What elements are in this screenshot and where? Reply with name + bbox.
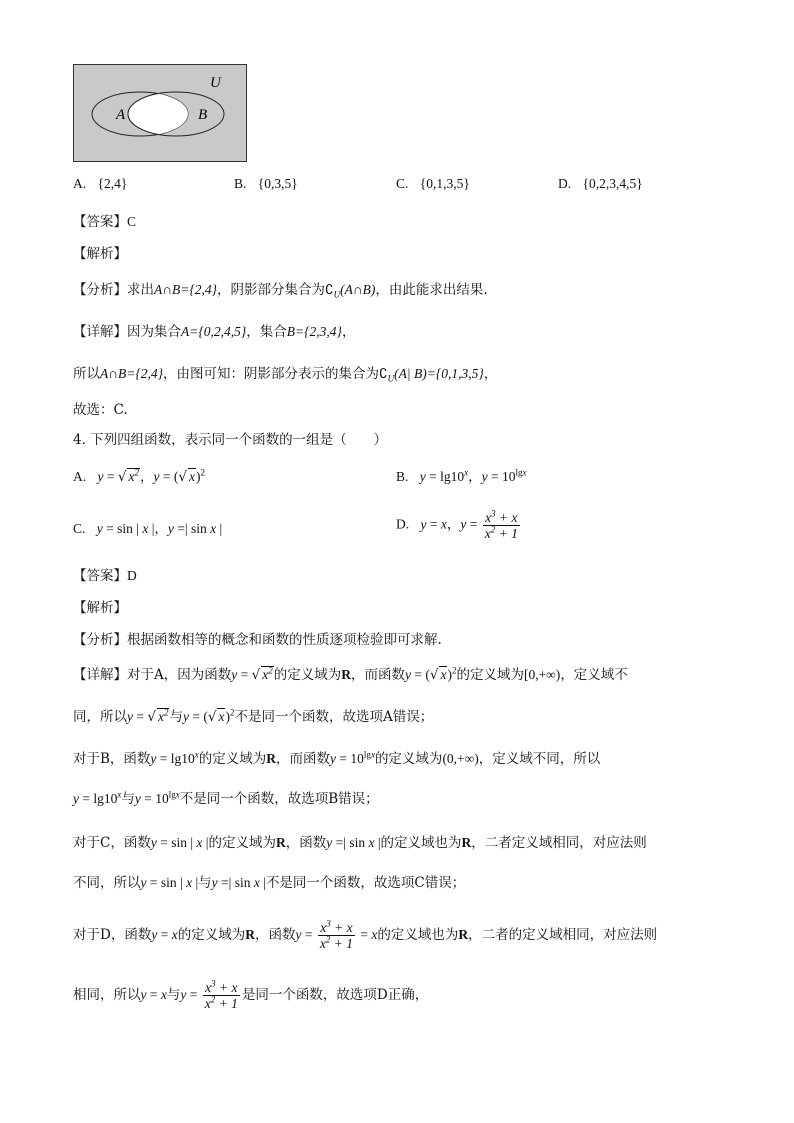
option-value: {0,3,5} [257, 176, 298, 191]
text: 相同，所以 [73, 987, 141, 1003]
analysis-tag: 【解析】 [73, 246, 127, 262]
text: 的定义域为 [374, 751, 443, 767]
option-value: {0,2,3,4,5} [582, 176, 643, 191]
q3-choose-line [73, 400, 128, 420]
option-letter: A. [73, 469, 87, 484]
q4-stem [73, 430, 387, 450]
venn-diagram [73, 64, 247, 162]
text: 的定义域为 [456, 667, 524, 683]
xiangjie-tag: 【详解】 [73, 324, 127, 340]
math: (A∩B) [340, 282, 376, 297]
text: ， [341, 324, 356, 340]
xiangjie-tag: 【详解】 [73, 667, 127, 683]
q4-detail-c2: 不同，所以y = sin | x |与y =| sin x |不是同一个函数，故选项C错误； [73, 875, 466, 891]
math: B={2,3,4} [286, 324, 342, 339]
q3-xiangjie-line [73, 322, 355, 342]
text: 因为集合 [127, 324, 181, 340]
text: 不是同一个函数，故选项B错误； [179, 791, 379, 807]
q3-option-d [558, 176, 643, 192]
text: 对于A，因为函数 [127, 667, 232, 683]
subscript: U [333, 289, 341, 300]
option-letter: C. [73, 521, 86, 536]
q4-option-a: A. y = √ $x^2$，y = (√ x)$^2$ [73, 467, 205, 485]
fenxi-tag: 【分析】 [73, 632, 127, 648]
real-set-symbol: R [266, 751, 277, 766]
text: ，函数 [254, 927, 296, 943]
real-set-symbol: R [341, 667, 351, 682]
q4-detail-b2: $y = \lg 10^x$与$y = 10^{lgx}$不是同一个函数，故选项B错误； [73, 789, 379, 807]
text: 的定义域为 [208, 835, 276, 851]
q4-detail-b1: 对于B，函数$y = \lg 10^x$的定义域为R，而函数$y = 10^{lgx}$的定义域为(0,+∞)，定义域不同，所以 [73, 749, 601, 767]
option-letter: C. [396, 176, 409, 191]
option-value: {0,1,3,5} [419, 176, 470, 191]
text: 与 [166, 987, 181, 1003]
text: ， [483, 366, 498, 382]
subscript: U [387, 373, 395, 384]
option-letter: D. [396, 516, 410, 532]
answer-value: C [127, 214, 137, 229]
text: 对于B，函数 [73, 751, 151, 767]
fenxi-tag: 【分析】 [73, 282, 127, 298]
complement-symbol: ∁ [325, 282, 334, 297]
text: 不是同一个函数，故选项A错误； [234, 709, 434, 725]
text: ，定义域不 [560, 667, 628, 683]
text: ，二者的定义域相同，对应法则 [468, 927, 658, 943]
real-set-symbol: R [458, 927, 469, 942]
text: 的定义域为 [273, 667, 342, 683]
question-stem: 4. 下列四组函数，表示同一个函数的一组是（ ） [73, 432, 388, 448]
real-set-symbol: R [276, 835, 286, 850]
q3-option-c [396, 176, 470, 192]
q4-fenxi-line [73, 630, 442, 650]
analysis-tag: 【解析】 [73, 600, 127, 616]
q3-fenxi-line [73, 280, 488, 305]
real-set-symbol: R [461, 835, 472, 850]
text: 与 [121, 791, 135, 807]
text: 对于C，函数 [73, 835, 151, 851]
q3-option-a [73, 176, 127, 192]
answer-tag: 【答案】 [73, 568, 127, 584]
text: 与 [198, 875, 212, 891]
text: ，函数 [285, 835, 327, 851]
q3-option-b [234, 176, 298, 192]
q4-detail-a2: 同，所以y = √ $x^2$与y = (√ x)$^2$不是同一个函数，故选项A错误； [73, 707, 434, 725]
q3-analysis-tag [73, 244, 127, 264]
math: [0,+∞) [523, 667, 561, 682]
text: 与 [169, 709, 183, 725]
math: (0,+∞) [442, 751, 479, 766]
text: ，而函数 [350, 667, 405, 683]
text: ，定义域不同，所以 [478, 751, 601, 767]
text: ，而函数 [276, 751, 331, 767]
text: 所以 [73, 366, 100, 382]
real-set-symbol: R [245, 927, 255, 942]
text: 的定义域为 [177, 927, 246, 943]
q4-detail-d1: 对于D，函数y = x的定义域为R，函数y = $\frac{x^3 + x}{x^2 + 1}$ = x的定义域也为R，二者的定义域相同，对应法则 [73, 918, 658, 951]
text: 的定义域也为 [377, 927, 459, 943]
text: ，由图可知：阴影部分表示的集合为 [163, 366, 380, 382]
venn-svg [74, 65, 246, 161]
text: 故选：C. [73, 402, 128, 418]
text: 根据函数相等的概念和函数的性质逐项检验即可求解. [127, 632, 442, 648]
q4-option-d: D. y = x，y = $\frac{x^3 + x}{x^2 + 1}$ [396, 508, 518, 541]
text: ，集合 [246, 324, 287, 340]
math: A={0,2,4,5} [181, 324, 247, 339]
answer-tag: 【答案】 [73, 214, 127, 230]
text: ，由此能求出结果. [375, 282, 488, 298]
text: 对于D，函数 [73, 927, 152, 943]
q4-detail-c1: 对于C，函数y = sin | x |的定义域为R，函数y =| sin x |的定义域也为R，二者定义域相同，对应法则 [73, 835, 647, 851]
q4-answer-line [73, 566, 137, 586]
q4-detail-d2: 相同，所以y = x与y = $\frac{x^3 + x}{x^2 + 1}$ 是同一个函数，故选项D正确， [73, 978, 429, 1011]
math: A∩B={2,4} [154, 282, 218, 297]
option-letter: D. [558, 176, 572, 191]
text: ，二者定义域相同，对应法则 [471, 835, 647, 851]
answer-value: D [127, 568, 137, 583]
q3-answer-line [73, 212, 136, 232]
text: 的定义域为 [198, 751, 267, 767]
text: 同，所以 [73, 709, 127, 725]
q4-option-b: B. $y = \lg 10^x$，$y = 10^{lgx}$ [396, 467, 527, 484]
text: 不是同一个函数，故选项C错误； [265, 875, 466, 891]
math: A∩B={2,4} [100, 366, 164, 381]
q4-option-c: C. y = sin | x |，y =| sin x | [73, 521, 223, 536]
universe-label: U [210, 75, 221, 91]
text: ，阴影部分集合为 [217, 282, 326, 298]
option-letter: B. [396, 469, 409, 484]
option-letter: B. [234, 176, 247, 191]
set-b-label: B [198, 107, 208, 123]
q4-analysis-tag [73, 598, 127, 618]
text: 不同，所以 [73, 875, 141, 891]
q4-detail-a1: 【详解】对于A，因为函数y = √ $x^2$的定义域为R，而函数y = (√ x)$^2$的定义域为[0,+∞)，定义域不 [73, 665, 628, 683]
complement-symbol: ∁ [379, 366, 388, 381]
option-letter: A. [73, 176, 87, 191]
q3-so-line [73, 364, 497, 389]
set-a-label: A [116, 107, 126, 123]
text: 的定义域也为 [380, 835, 462, 851]
math: (A| B)={0,1,3,5} [394, 366, 484, 381]
option-value: {2,4} [97, 176, 128, 191]
text: 是同一个函数，故选项D正确， [241, 987, 429, 1003]
text: 求出 [127, 282, 154, 298]
